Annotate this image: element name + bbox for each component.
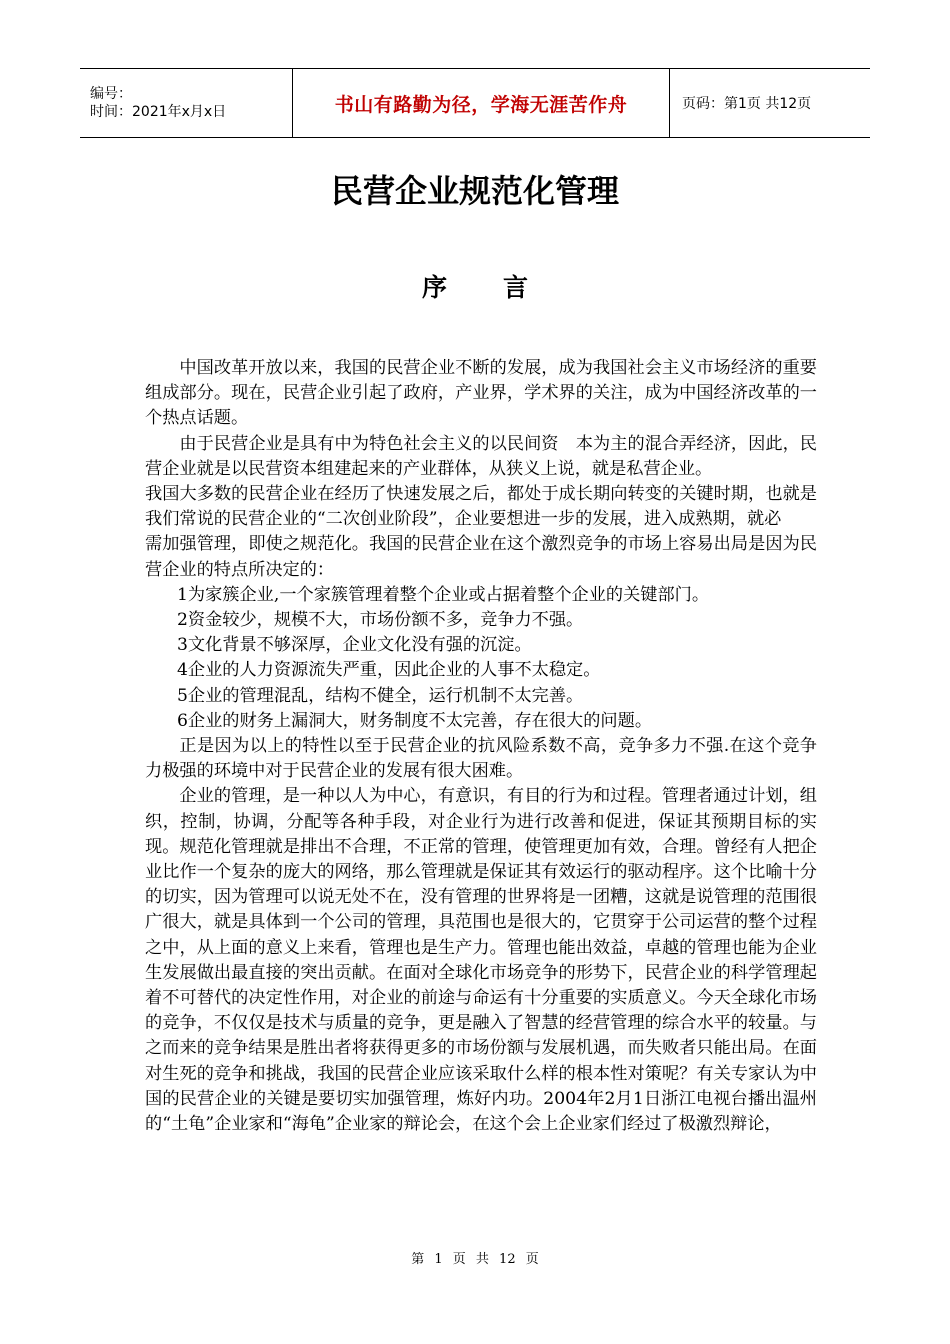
body-paragraph: 企业的管理，是一种以人为中心，有意识，有目的行为和过程。管理者通过计划，组织，控制，协调，分配等各种手段，对企业行为进行改善和促进，保证其预期目标的实现。规范化管理就是排出不合理，不正常的管理，使管理更加有效，合理。曾经有人把企业比作一个复杂的庞大的网络，那么管理就是保证其有效运行的驱动程序。这个比喻十分的切实，因为管理可以说无处不在，没有管理的世界将是一团糟，这就是说管理的范围很广很大，就是具体到一个公司的管理，具范围也是很大的，它贯穿于公司运营的整个过程之中，从上面的意义上来看，管理也是生产力。管理也能出效益，卓越的管理也能为企业生发展做出最直接的突出贡献。在面对全球化市场竞争的形势下，民营企业的科学管理起着不可替代的决定性作用，对企业的前途与命运有十分重要的实质意义。今天全球化市场的竞争，不仅仅是技术与质量的竞争，更是融入了智慧的经营管理的综合水平的较量。与之而来的竞争结果是胜出者将获得更多的市场份额与发展机遇，而失败者只能出局。在面对生死的竞争和挑战，我国的民营企业应该采取什么样的根本性对策呢？有关专家认为中国的民营企业的关键是要切实加强管理，炼好内功。2004年2月1日浙江电视台播出温州的“土龟”企业家和“海龟”企业家的辩论会，在这个会上企业家们经过了极激烈辩论， <box>145 786 817 1135</box>
page-header <box>80 68 870 138</box>
document-title: 民营企业规范化管理 <box>330 172 619 210</box>
header-motto-cell <box>292 69 670 137</box>
header-page-code-cell <box>670 69 811 137</box>
body-paragraph: 正是因为以上的特性以至于民营企业的抗风险系数不高，竞争多力不强.在这个竞争力极强的环境中对于民营企业的发展有很大困难。 <box>145 736 817 782</box>
header-motto: 书山有路勤为径，学海无涯苦作舟 <box>334 93 628 116</box>
section-title: 序言 <box>421 273 584 302</box>
body-paragraph: 中国改革开放以来，我国的民营企业不断的发展，成为我国社会主义市场经济的重要组成部分。现在，民营企业引起了政府，产业界，学术界的关注，成为中国经济改革的一个热点话题。 <box>145 358 817 429</box>
list-item: 6企业的财务上漏洞大，财务制度不太完善，存在很大的问题。 <box>177 710 653 731</box>
list-item: 4企业的人力资源流失严重，因此企业的人事不太稳定。 <box>177 660 601 681</box>
list-item: 5企业的管理混乱，结构不健全，运行机制不太完善。 <box>177 685 584 706</box>
header-number-label: 编号： <box>90 86 132 102</box>
body-paragraph: 需加强管理，即使之规范化。我国的民营企业在这个激烈竞争的市场上容易出局是因为民营企业的特点所决定的： <box>145 534 817 580</box>
body-paragraph: 我国大多数的民营企业在经历了快速发展之后，都处于成长期向转变的关键时期，也就是我们常说的民营企业的“二次创业阶段”，企业要想进一步的发展，进入成熟期，就必 <box>145 484 817 530</box>
list-item: 2资金较少，规模不大，市场份额不多，竞争力不强。 <box>177 610 584 631</box>
list-item: 1为家簇企业,一个家簇管理着整个企业或占据着整个企业的关键部门。 <box>177 584 710 605</box>
list-item: 3文化背景不够深厚，企业文化没有强的沉淀。 <box>177 635 532 656</box>
document-body <box>145 356 817 1137</box>
body-paragraph: 由于民营企业是具有中为特色社会主义的以民间资 本为主的混合弄经济，因此，民营企业就是以民营资本组建起来的产业群体，从狭义上说，就是私营企业。 <box>145 433 817 479</box>
header-page-code: 页码：第1页 共12页 <box>682 96 812 112</box>
header-date-label: 时间：2021年x月x日 <box>90 104 227 120</box>
page-footer: 第 1 页 共 12 页 <box>411 1252 539 1267</box>
header-meta <box>80 69 292 137</box>
